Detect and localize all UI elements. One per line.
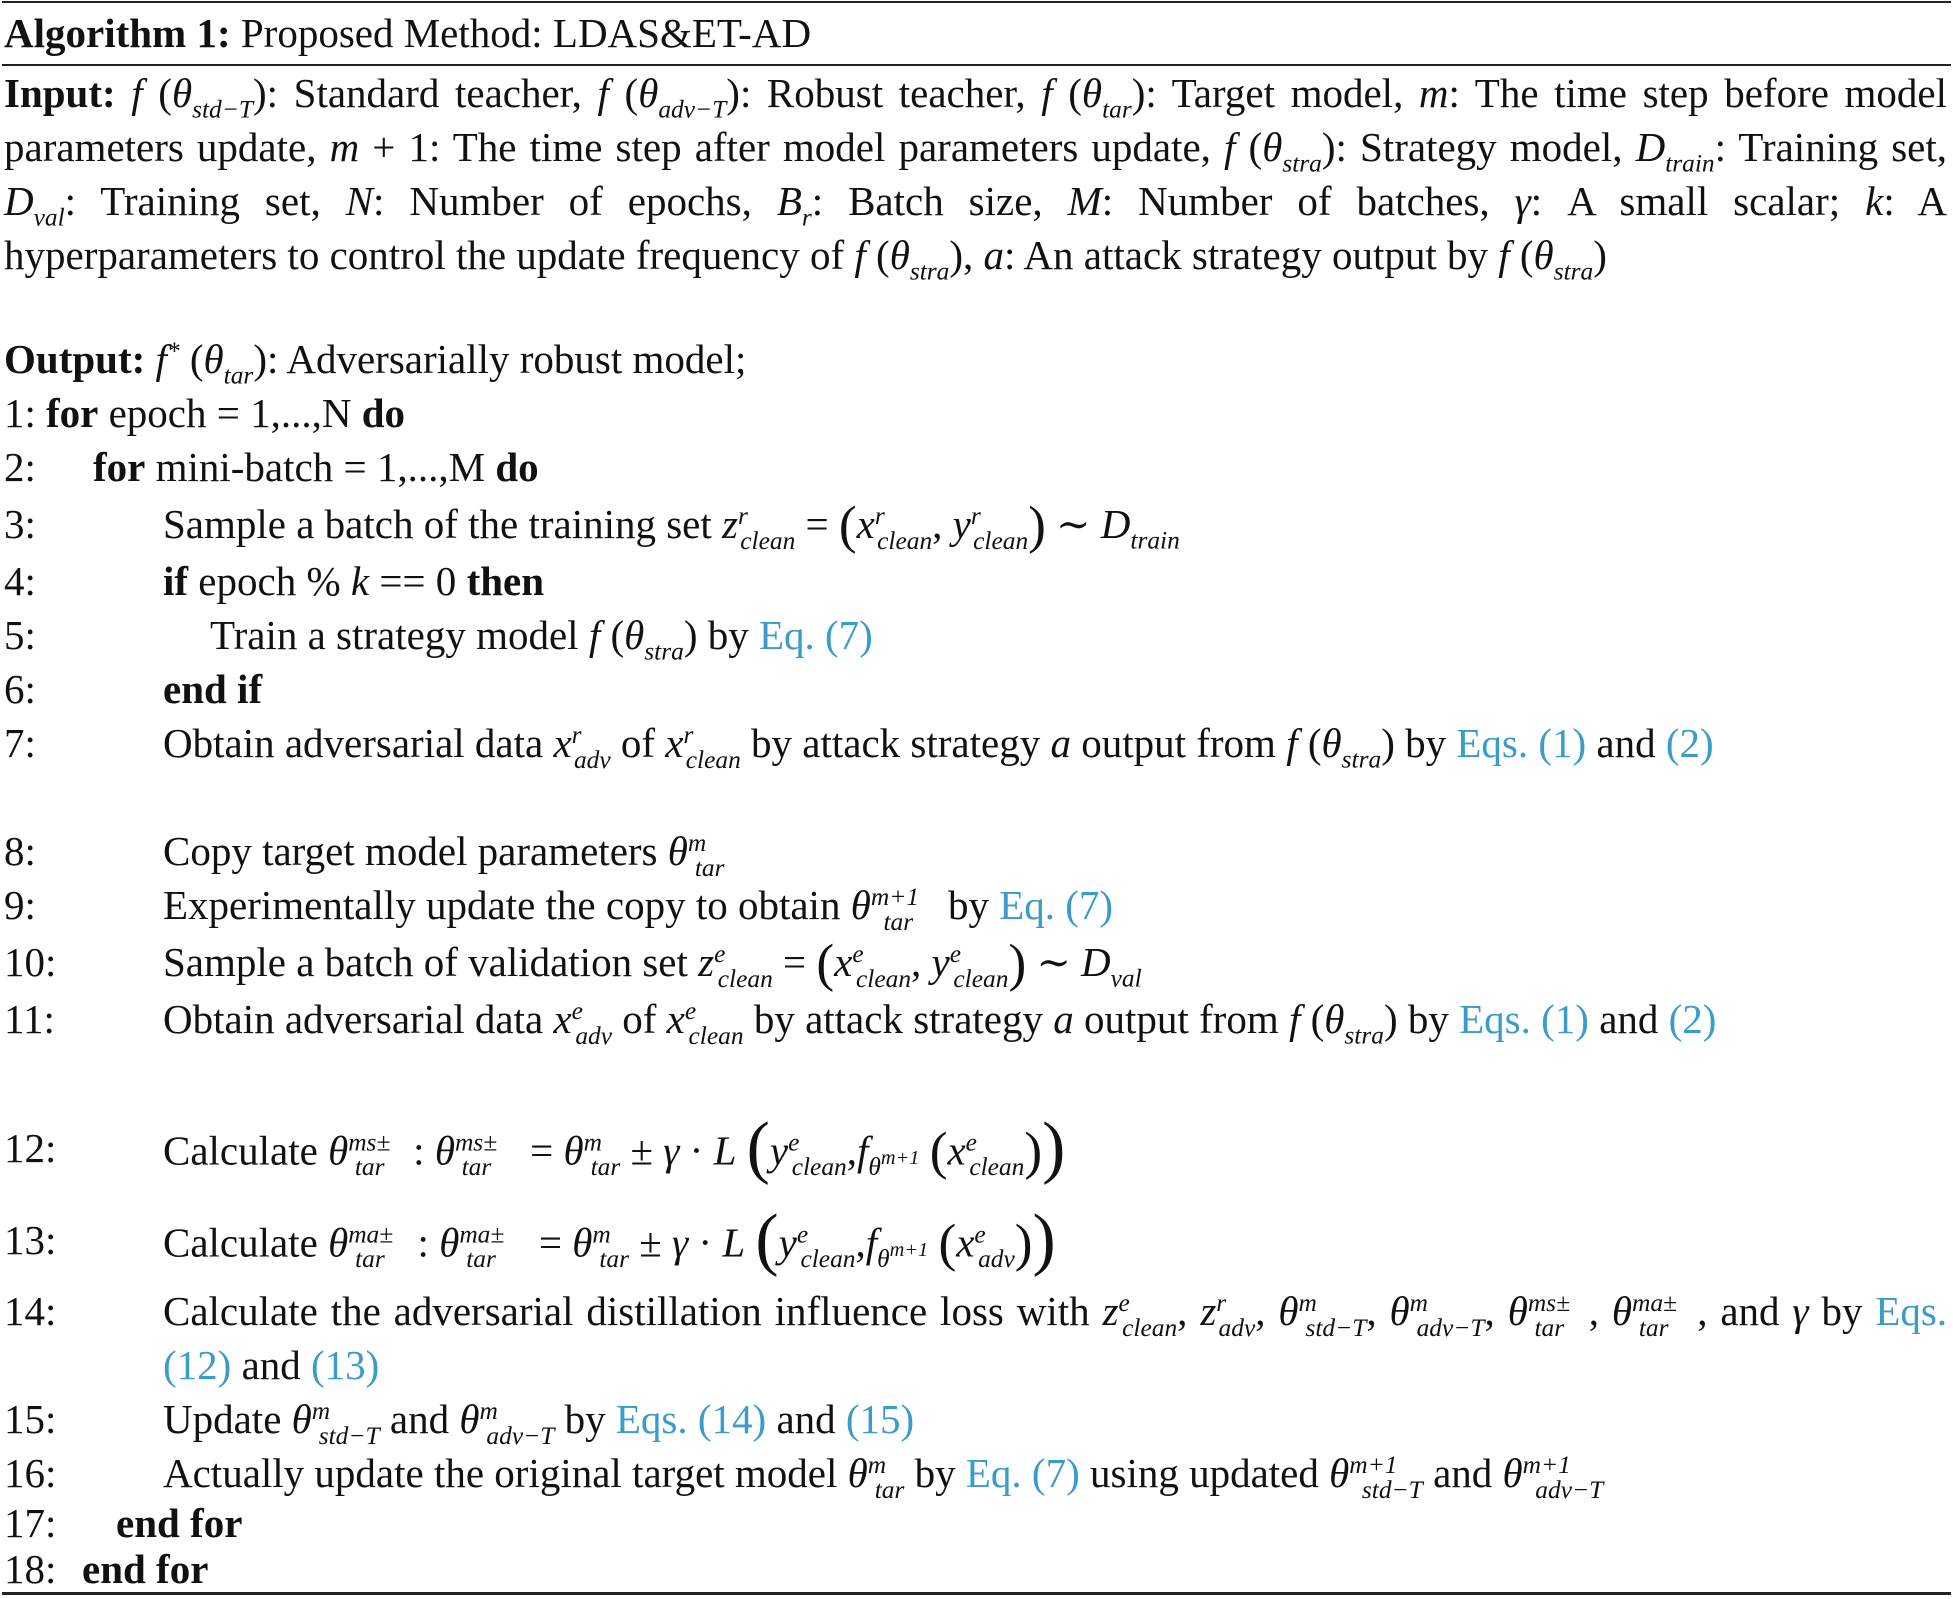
ref-eqs1[interactable]: Eqs. (1) [1459,996,1589,1042]
output-label: Output: [4,336,146,382]
step-1 [0,386,1947,440]
step-15 [0,1392,1947,1450]
ref-eqs14[interactable]: Eqs. (14) [615,1396,767,1442]
step-text: Update $\theta^m_{std-T}$ and $\theta^m_{adv-T}$ by Eqs. (14) and (15) [163,1396,915,1450]
step-number: 3: [4,501,36,547]
algorithm-label: Algorithm 1: [4,10,231,56]
step-text: if epoch % k == 0 then [163,558,545,604]
ref-eq7[interactable]: Eq. (7) [999,882,1114,928]
step-number: 11: [4,996,55,1042]
step-text: Obtain adversarial data $x^r_{adv}$ of $x^r_{clean}$ by attack strategy a output from f $(\theta_{stra})$ by Eqs. (1) and (2) [163,720,1714,774]
top-rule [2,1,1951,3]
step-number: 2: [4,444,36,490]
step-text: Sample a batch of the training set $z^r_{clean} = (x^r_{clean}$, $y^r_{clean}$) ∼ $D_{train}$ [163,495,1180,555]
step-6 [0,662,1947,716]
algorithm-name: Proposed Method: LDAS&ET-AD [240,10,812,56]
algorithm-title [4,4,811,62]
step-11 [0,992,1947,1100]
step-3 [0,494,1947,554]
step-17 [0,1500,1947,1546]
step-number: 7: [4,720,36,766]
step-18 [0,1546,1947,1592]
step-text: Calculate $\theta^{ms\pm}_{tar}$ : $\theta^{ms\pm}_{tar} = \theta^m_{tar} \pm \gamma \cdot L$ ($y^e_{clean},f_{\theta^{m+1}}$ $(x^e_{clean})$) [163,1109,1066,1186]
step-number: 10: [4,939,57,985]
step-9 [0,878,1947,936]
step-number: 13: [4,1217,57,1263]
bottom-rule [2,1592,1951,1595]
ref-eq2[interactable]: (2) [1668,996,1717,1042]
step-number: 1: [4,390,36,436]
step-12 [0,1100,1947,1196]
ref-eq2[interactable]: (2) [1665,720,1714,766]
step-16 [0,1446,1947,1504]
step-text: Actually update the original target model $\theta^m_{tar}$ by Eq. (7) using updated $\theta^{m+1}_{std-T}$ and $\theta^{m+1}_{adv-T}$ [163,1450,1604,1504]
step-8 [0,824,1947,882]
step-number: 15: [4,1396,57,1442]
step-number: 18: [4,1546,57,1592]
output-block [4,332,1947,390]
step-number: 6: [4,666,36,712]
step-text: Sample a batch of validation set $z^e_{clean} = (x^e_{clean}$, $y^e_{clean}$) ∼ $D_{val}$ [163,933,1142,993]
step-10 [0,932,1947,992]
step-text: Experimentally update the copy to obtain $\theta^{m+1}_{tar}$ by Eq. (7) [163,882,1114,936]
step-4 [0,554,1947,608]
step-number: 17: [4,1500,57,1546]
step-text: Copy target model parameters $\theta^m_{tar}$ [163,828,725,882]
step-text: Train a strategy model f $(\theta_{stra})$ by Eq. (7) [210,612,873,666]
step-number: 8: [4,828,36,874]
step-text: end if [163,666,263,712]
output-text: f* $(\theta_{tar})$: Adversarially robust model; [155,336,747,390]
step-number: 5: [4,612,36,658]
ref-eqs12[interactable]: Eqs. (12) [163,1288,1948,1388]
step-number: 16: [4,1450,57,1496]
step-14 [0,1284,1947,1392]
ref-eq7[interactable]: Eq. (7) [965,1450,1080,1496]
step-text: end for [116,1500,243,1546]
input-label: Input: [4,70,116,116]
ref-eq13[interactable]: (13) [311,1342,380,1388]
step-text: for epoch = 1,...,N do [46,390,406,436]
step-7 [0,716,1947,824]
ref-eq7[interactable]: Eq. (7) [758,612,873,658]
step-5 [0,608,1947,666]
ref-eqs1[interactable]: Eqs. (1) [1456,720,1587,766]
ref-eq15[interactable]: (15) [845,1396,915,1442]
input-text: f $(\theta_{std-T})$: Standard teacher, f $(\theta_{adv-T})$: Robust teacher, f $(\theta_{tar})$: Target model, m: The time step before model parameters update, m + 1: The time step after model parameters update, f $(\theta_{stra})$: Strategy model, $D_{train}$: Training set, $D_{val}$: Training set, N: Number of epochs, $B_r$: Batch size, M: Number of batches, γ: A small scalar; k: A hyperparameters to control the update frequency of f $(\theta_{stra})$, a: An attack strategy output by f $(\theta_{stra})$ [4,70,1947,286]
step-13 [0,1196,1947,1284]
step-number: 12: [4,1125,57,1171]
step-text: Obtain adversarial data $x^e_{adv}$ of $x^e_{clean}$ by attack strategy a output from f $(\theta_{stra})$ by Eqs. (1) and (2) [163,996,1717,1050]
step-text: Calculate the adversarial distillation influence loss with $z^e_{clean}$, $z^r_{adv}$, $\theta^m_{std-T}$, $\theta^m_{adv-T}$, $\theta^{ms\pm}_{tar}$ , $\theta^{ma\pm}_{tar}$ , and γ by Eqs. (12) and (13) [163,1288,1948,1388]
step-number: 4: [4,558,36,604]
step-text: Calculate $\theta^{ma\pm}_{tar}$ : $\theta^{ma\pm}_{tar} = \theta^m_{tar} \pm \gamma \cdot L$ ($y^e_{clean},f_{\theta^{m+1}}$ $(x^e_{adv})$) [163,1201,1056,1278]
step-number: 9: [4,882,36,928]
step-text: end for [82,1546,209,1592]
step-2 [0,440,1947,494]
step-text: for mini-batch = 1,...,M do [93,444,539,490]
input-block [4,66,1947,286]
step-number: 14: [4,1288,57,1334]
